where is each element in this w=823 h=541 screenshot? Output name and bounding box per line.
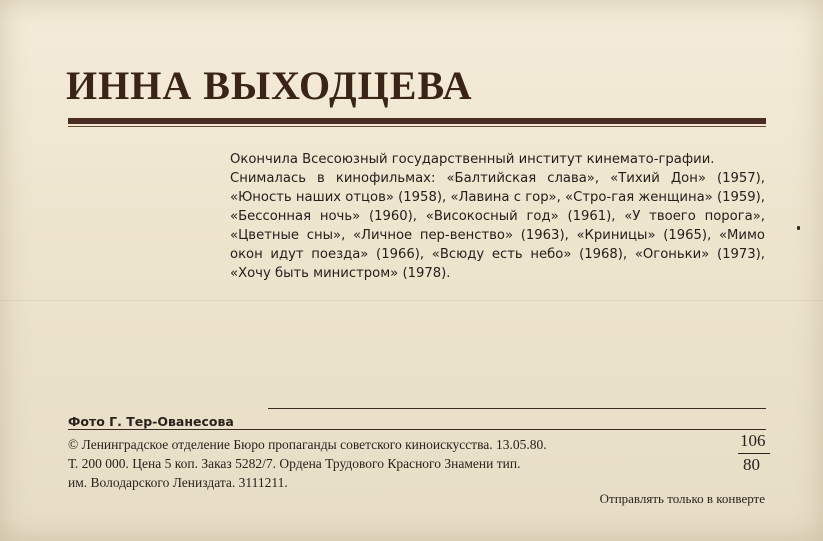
paper-crease xyxy=(0,300,823,301)
credit-rule-top xyxy=(268,408,766,409)
mailing-note: Отправлять только в конверте xyxy=(599,491,765,506)
catalog-number-bottom: 80 xyxy=(743,455,760,474)
publisher-imprint xyxy=(68,435,728,492)
biography xyxy=(230,150,765,283)
paper-speck xyxy=(797,226,800,230)
actress-name: ИННА ВЫХОДЦЕВА xyxy=(66,63,473,108)
catalog-number-top: 106 xyxy=(740,431,766,450)
imprint-line: им. Володарского Лениздата. 3111211. xyxy=(68,475,288,490)
credit-rule-bottom xyxy=(68,429,766,430)
bio-education: Окончила Всесоюзный государственный институт кинемато-графии. xyxy=(230,152,715,167)
title-rule-thick xyxy=(68,118,766,124)
title-rule-thin xyxy=(68,126,766,127)
bio-filmography: Снималась в кинофильмах: «Балтийская слава», «Тихий Дон» (1957), «Юность наших отцов» (1958), «Лавина с гор», «Стро-гая женщина» (1959), «Бессонная ночь» (1960), «Високосный год» (1961), «У твоего порога», «Цветные сны», «Личное пер-венство» (1963), «Криницы» (1965), «Мимо окон идут поезда» (1966), «Всюду есть небо» (1968), «Огоньки» (1973), «Хочу быть министром» (1978). xyxy=(230,171,765,281)
imprint-line: Т. 200 000. Цена 5 коп. Заказ 5282/7. Ордена Трудового Красного Знамени тип. xyxy=(68,456,521,471)
photo-credit: Фото Г. Тер-Ованесова xyxy=(68,414,234,429)
catalog-number-divider xyxy=(738,453,770,454)
imprint-line: © Ленинградское отделение Бюро пропаганды советского киноискусства. 13.05.80. xyxy=(68,437,547,452)
